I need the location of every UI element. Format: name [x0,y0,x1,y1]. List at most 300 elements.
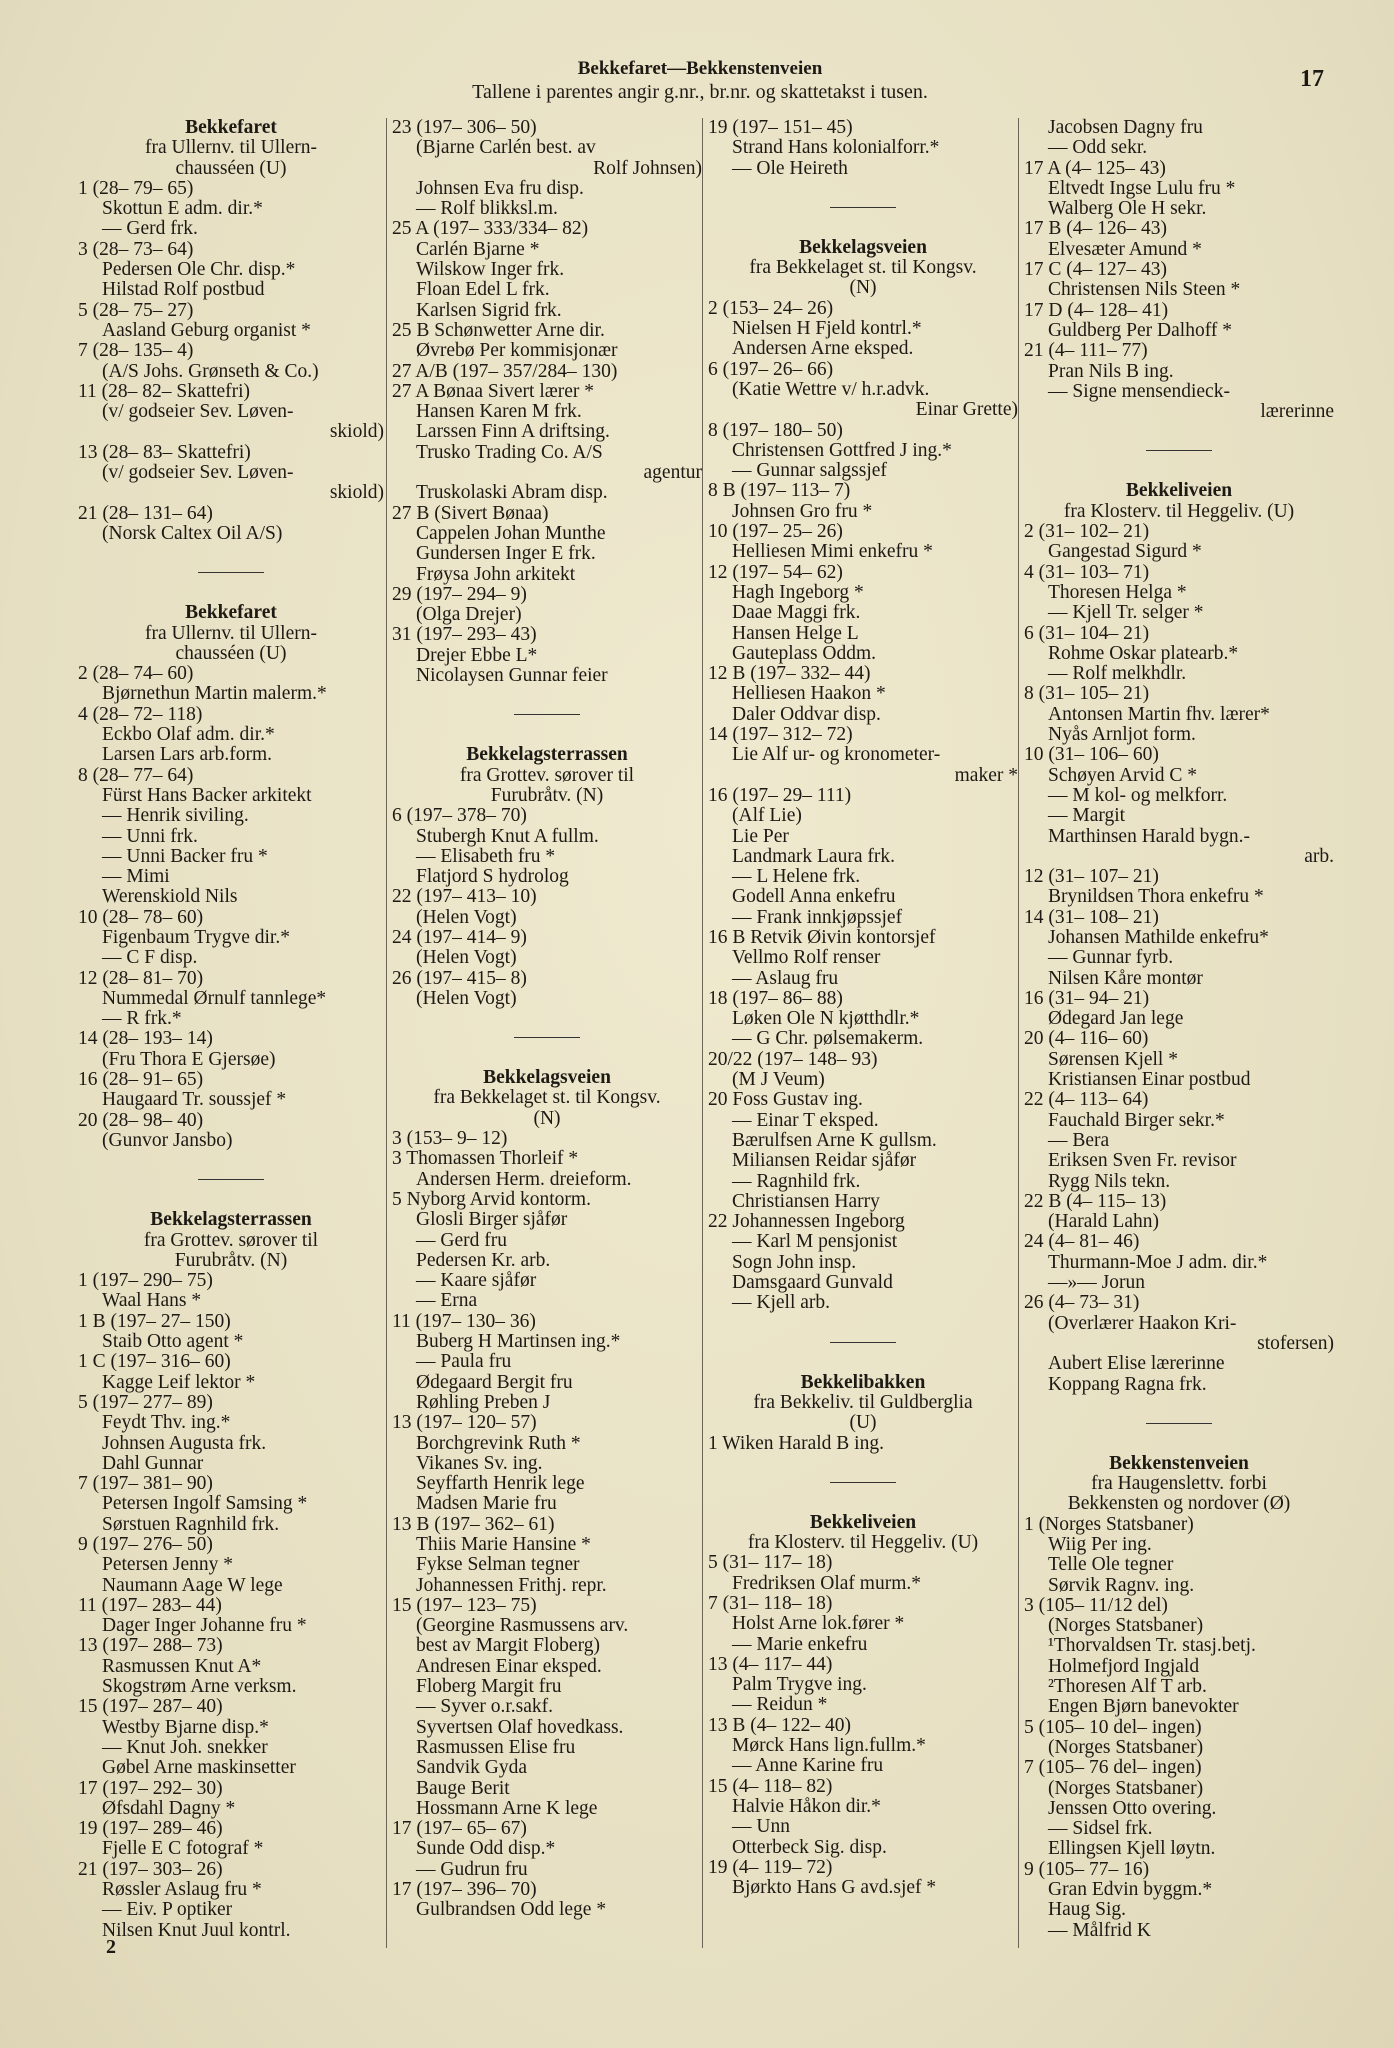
address-line: 24 (197– 414– 9) [392,926,527,948]
resident-line: Seyffarth Henrik lege [416,1473,585,1495]
column-1 [78,118,384,1941]
address-line: 6 (197– 378– 70) [392,805,527,827]
resident-line: Vellmo Rolf renser [732,947,881,969]
resident-line: Røhling Preben J [416,1391,551,1413]
street-heading: Bekkefaret [185,117,277,138]
resident-line: Nilsen Kåre montør [1048,967,1203,989]
resident-line: Mørck Hans lign.fullm.* [732,1735,926,1757]
resident-line: Bærulfsen Arne K gullsm. [732,1129,937,1151]
address-line: 7 (28– 135– 4) [78,340,194,362]
continuation-line: stofersen) [1257,1332,1334,1354]
resident-line: Skottun E adm. dir.* [102,198,263,220]
resident-line: Ellingsen Kjell løytn. [1048,1838,1216,1860]
resident-line: Dager Inger Johanne fru * [102,1615,307,1637]
resident-line: Nummedal Ørnulf tannlege* [102,987,327,1009]
address-line: 20/22 (197– 148– 93) [708,1048,878,1070]
street-description: fra Bekkeliv. til Guldberglia [753,1391,973,1413]
resident-line: Fürst Hans Backer arkitekt [102,784,312,806]
street-description: fra Klosterv. til Heggeliv. (U) [747,1532,979,1554]
resident-line: Wilskow Inger frk. [416,259,565,281]
resident-line: — M kol- og melkforr. [1048,784,1228,806]
resident-line: Telle Ole tegner [1048,1554,1174,1576]
address-line: 17 C (4– 127– 43) [1024,259,1167,281]
resident-line: — Rolf blikksl.m. [416,198,558,220]
address-line: 31 (197– 293– 43) [392,624,537,646]
street-heading: Bekkelibakken [800,1371,926,1393]
address-line: 22 Johannessen Ingeborg [708,1211,905,1233]
resident-line: Rygg Nils tekn. [1048,1170,1171,1192]
street-heading: Bekkelagsveien [799,236,927,258]
section-divider [198,572,264,573]
resident-line: Carlén Bjarne * [416,238,540,260]
address-line: 8 (31– 105– 21) [1024,683,1150,705]
resident-line: Johnsen Gro fru * [732,500,873,522]
resident-line: Sunde Odd disp.* [416,1838,556,1860]
resident-line: Lie Per [732,825,789,847]
address-line: 11 (197– 283– 44) [78,1594,222,1616]
resident-line: Gøbel Arne maskinsetter [102,1757,296,1779]
resident-line: (Alf Lie) [732,805,802,827]
resident-line: Hansen Karen M frk. [416,401,582,423]
address-line: 10 (197– 25– 26) [708,521,843,543]
resident-line: Christensen Gottfred J ing.* [732,439,952,461]
address-line: 20 (4– 116– 60) [1024,1028,1149,1050]
column-2 [392,118,702,1921]
resident-line: Stubergh Knut A fullm. [416,825,599,847]
address-line: 2 (153– 24– 26) [708,297,834,319]
address-line: 7 (197– 381– 90) [78,1473,213,1495]
address-line: 21 (197– 303– 26) [78,1858,223,1880]
resident-line: Elvesæter Amund * [1048,238,1202,260]
resident-line: Karlsen Sigrid frk. [416,299,562,321]
resident-line: (v/ godseier Sev. Løven- [102,462,294,484]
resident-line: Petersen Ingolf Samsing * [102,1493,308,1515]
address-line: 13 (197– 288– 73) [78,1635,223,1657]
address-line: 5 (31– 117– 18) [708,1552,833,1574]
resident-line: Bauge Berit [416,1777,510,1799]
resident-line: — Gudrun fru [416,1858,528,1880]
section-divider [1146,450,1212,451]
resident-line: Waal Hans * [102,1290,202,1312]
resident-line: (Katie Wettre v/ h.r.advk. [732,378,930,400]
resident-line: — Aslaug fru [732,967,839,989]
address-line: 22 (197– 413– 10) [392,886,537,908]
resident-line: Godell Anna enkefru [732,886,896,908]
address-line: 26 (4– 73– 31) [1024,1292,1140,1314]
resident-line: Jacobsen Dagny fru [1048,117,1203,138]
resident-line: Johansen Mathilde enkefru* [1048,926,1269,948]
address-line: 21 (4– 111– 77) [1024,340,1148,362]
resident-line: Christiansen Harry [732,1190,880,1212]
resident-line: — Kaare sjåfør [416,1270,537,1292]
continuation-line: skiold) [329,421,384,443]
resident-line: ¹Thorvaldsen Tr. stasj.betj. [1048,1635,1256,1657]
resident-line: Kagge Leif lektor * [102,1371,256,1393]
resident-line: (Norges Statsbaner) [1048,1736,1204,1758]
resident-line: — Reidun * [732,1694,828,1716]
street-description: Bekkensten og nordover (Ø) [1067,1493,1291,1515]
resident-line: Hansen Helge L [732,622,859,644]
address-line: 27 A/B (197– 357/284– 130) [392,360,618,382]
resident-line: Gauteplass Oddm. [732,642,877,664]
address-line: 27 B (Sivert Bønaa) [392,502,549,524]
resident-line: Øvrebø Per kommisjonær [416,340,618,362]
resident-line: Andresen Einar eksped. [416,1655,602,1677]
resident-line: Drejer Ebbe L* [416,644,538,666]
resident-line: Eckbo Olaf adm. dir.* [102,724,275,746]
continuation-line: maker * [954,764,1018,786]
address-line: 17 (197– 65– 67) [392,1818,527,1840]
resident-line: Helliesen Mimi enkefru * [732,541,933,563]
resident-line: Floberg Margit fru [416,1676,562,1698]
street-description: fra Ullernv. til Ullern- [144,137,317,159]
resident-line: Johannessen Frithj. repr. [416,1574,607,1596]
street-description: fra Ullernv. til Ullern- [144,622,317,644]
resident-line: — Ragnhild frk. [732,1170,861,1192]
resident-line: Ødegard Jan lege [1048,1008,1184,1030]
resident-line: best av Margit Floberg) [416,1635,600,1657]
street-description: Furubråtv. (N) [174,1249,288,1271]
address-line: 17 D (4– 128– 41) [1024,299,1169,321]
resident-line: Thoresen Helga * [1048,581,1187,603]
page-header [380,58,1020,104]
address-line: 27 A Bønaa Sivert lærer * [392,380,595,402]
address-line: 11 (28– 82– Skattefri) [78,380,251,402]
address-line: 19 (4– 119– 72) [708,1856,833,1878]
address-line: 3 Thomassen Thorleif * [392,1148,579,1170]
resident-line: Lie Alf ur- og kronometer- [732,744,941,766]
resident-line: Andersen Arne eksped. [732,338,914,360]
address-line: 23 (197– 306– 50) [392,117,537,138]
resident-line: Schøyen Arvid C * [1048,764,1197,786]
resident-line: — Målfrid K [1048,1919,1151,1941]
address-line: 4 (31– 103– 71) [1024,561,1150,583]
resident-line: — Anne Karine fru [732,1755,884,1777]
resident-line: — Sidsel frk. [1048,1818,1153,1840]
street-heading: Bekkelagsterrassen [150,1209,312,1231]
resident-line: Rohme Oskar platearb.* [1048,642,1239,664]
resident-line: (Bjarne Carlén best. av [416,137,596,159]
resident-line: Thurmann-Moe J adm. dir.* [1048,1251,1268,1273]
address-line: 1 (197– 290– 75) [78,1270,213,1292]
resident-line: Werenskiold Nils [102,886,238,908]
address-line: 20 Foss Gustav ing. [708,1089,863,1111]
resident-line: — Paula fru [416,1351,512,1373]
section-divider [830,207,896,208]
resident-line: Pedersen Ole Chr. disp.* [102,259,296,281]
resident-line: Landmark Laura frk. [732,845,895,867]
resident-line: Eltvedt Ingse Lulu fru * [1048,177,1236,199]
address-line: 15 (4– 118– 82) [708,1775,833,1797]
address-line: 3 (28– 73– 64) [78,238,194,260]
address-line: 25 B Schønwetter Arne dir. [392,319,605,341]
resident-line: — Erna [416,1290,478,1312]
section-divider [198,1179,264,1180]
resident-line: (Helen Vogt) [416,947,517,969]
resident-line: — Unn [732,1816,790,1838]
resident-line: Feydt Thv. ing.* [102,1412,231,1434]
resident-line: Sandvik Gyda [416,1757,528,1779]
resident-line: Thiis Marie Hansine * [416,1534,591,1555]
page-number: 17 [1300,66,1324,92]
address-line: 1 (Norges Statsbaner) [1024,1513,1194,1535]
resident-line: Engen Bjørn banevokter [1048,1696,1239,1718]
address-line: 12 (31– 107– 21) [1024,866,1159,888]
resident-line: Syvertsen Olaf hovedkass. [416,1716,624,1738]
resident-line: Larssen Finn A driftsing. [416,421,610,443]
address-line: 17 A (4– 125– 43) [1024,157,1166,179]
address-line: 16 B Retvik Øivin kontorsjef [708,926,936,948]
continuation-line: arb. [1304,845,1334,867]
resident-line: Koppang Ragna frk. [1048,1373,1207,1395]
address-line: 16 (197– 29– 111) [708,784,852,806]
resident-line: Trusko Trading Co. A/S [416,441,603,463]
resident-line: —»— Jorun [1048,1272,1145,1294]
resident-line: Westby Bjarne disp.* [102,1716,269,1738]
continuation-line: Einar Grette) [915,399,1018,421]
resident-line: Petersen Jenny * [102,1554,234,1576]
resident-line: (Norsk Caltex Oil A/S) [102,522,283,544]
resident-line: Løken Ole N kjøtthdlr.* [732,1008,920,1030]
resident-line: — Ole Heireth [732,157,848,179]
resident-line: Johnsen Augusta frk. [102,1432,267,1454]
street-heading: Bekkenstenveien [1109,1452,1249,1474]
resident-line: Fjelle E C fotograf * [102,1838,264,1860]
address-line: 25 A (197– 333/334– 82) [392,218,589,240]
resident-line: Eriksen Sven Fr. revisor [1048,1150,1237,1172]
continuation-line: agentur [643,462,702,484]
address-line: 12 B (197– 332– 44) [708,663,871,685]
address-line: 5 (28– 75– 27) [78,299,194,321]
column-4 [1024,118,1334,1941]
street-heading: Bekkeliveien [809,1511,917,1533]
resident-line: Sørvik Ragnv. ing. [1048,1574,1195,1596]
resident-line: Sogn John insp. [732,1251,857,1273]
resident-line: Haugaard Tr. soussjef * [102,1089,287,1111]
resident-line: Aubert Elise lærerinne [1048,1353,1225,1375]
column-divider [1018,118,1019,1948]
resident-line: Fredriksen Olaf murm.* [732,1572,922,1594]
resident-line: Haug Sig. [1048,1899,1126,1921]
resident-line: Palm Trygve ing. [732,1674,867,1696]
footer-mark: 2 [106,1936,116,1958]
resident-line: Dahl Gunnar [102,1452,204,1474]
resident-line: Cappelen Johan Munthe [416,522,606,544]
address-line: 29 (197– 294– 9) [392,583,527,605]
resident-line: — Gunnar fyrb. [1048,947,1174,969]
resident-line: — Knut Joh. snekker [102,1736,268,1758]
street-description: Furubråtv. (N) [490,784,604,806]
resident-line: — Signe mensendieck- [1048,380,1230,402]
resident-line: Buberg H Martinsen ing.* [416,1331,621,1353]
resident-line: Røssler Aslaug fru * [102,1879,262,1901]
resident-line: Sørstuen Ragnhild frk. [102,1513,280,1535]
address-line: 13 (28– 83– Skattefri) [78,441,251,463]
resident-line: Walberg Ole H sekr. [1048,198,1207,220]
page-subtitle: Tallene i parentes angir g.nr., br.nr. og skattetakst i tusen. [472,81,928,103]
resident-line: (Norges Statsbaner) [1048,1777,1204,1799]
column-divider [386,118,387,1948]
address-line: 14 (31– 108– 21) [1024,906,1159,928]
address-line: 13 B (4– 122– 40) [708,1714,851,1736]
address-line: 1 C (197– 316– 60) [78,1351,231,1373]
address-line: 5 (197– 277– 89) [78,1391,213,1413]
resident-line: (Gunvor Jansbo) [102,1129,233,1151]
resident-line: Frøysa John arkitekt [416,563,576,585]
resident-line: — Unni Backer fru * [102,845,268,867]
resident-line: Rasmussen Elise fru [416,1736,576,1758]
resident-line: Bjørkto Hans G avd.sjef * [732,1877,937,1899]
resident-line: (A/S Johs. Grønseth & Co.) [102,360,319,382]
resident-line: — L Helene frk. [732,866,861,888]
address-line: 1 (28– 79– 65) [78,177,194,199]
address-line: 16 (31– 94– 21) [1024,987,1150,1009]
address-line: 10 (31– 106– 60) [1024,744,1159,766]
resident-line: Bjørnethun Martin malerm.* [102,683,327,705]
resident-line: Daae Maggi frk. [732,602,861,624]
street-description: fra Klosterv. til Heggeliv. (U) [1063,500,1295,522]
resident-line: Borchgrevink Ruth * [416,1432,581,1454]
resident-line: Larsen Lars arb.form. [102,744,273,766]
resident-line: Nilsen Knut Juul kontrl. [102,1919,291,1941]
resident-line: — Gunnar salgssjef [732,460,887,482]
section-divider [830,1482,896,1483]
address-line: 24 (4– 81– 46) [1024,1231,1140,1253]
column-divider [702,118,703,1948]
address-line: 12 (28– 81– 70) [78,967,204,989]
resident-line: (Olga Drejer) [416,604,522,626]
resident-line: Skogstrøm Arne verksm. [102,1676,297,1698]
resident-line: — Gerd fru [416,1229,507,1251]
resident-line: Gran Edvin byggm.* [1048,1879,1213,1901]
address-line: 3 (105– 11/12 del) [1024,1594,1168,1616]
resident-line: Floan Edel L frk. [416,279,550,301]
resident-line: (Helen Vogt) [416,906,517,928]
address-line: 8 (197– 180– 50) [708,419,843,441]
resident-line: — G Chr. pølsemakerm. [732,1028,924,1050]
resident-line: — Gerd frk. [102,218,198,240]
address-line: 12 (197– 54– 62) [708,561,843,583]
address-line: 4 (28– 72– 118) [78,703,203,725]
address-line: 7 (105– 76 del– ingen) [1024,1757,1202,1779]
address-line: 17 (197– 396– 70) [392,1879,537,1901]
street-description: chausséen (U) [175,157,287,179]
continuation-line: lærerinne [1260,401,1334,423]
resident-line: Hagh Ingeborg * [732,581,864,603]
street-description: fra Bekkelaget st. til Kongsv. [749,257,977,279]
address-line: 1 B (197– 27– 150) [78,1310,231,1332]
resident-line: Glosli Birger sjåfør [416,1209,568,1231]
address-line: 5 Nyborg Arvid kontorm. [392,1188,591,1210]
resident-line: (Overlærer Haakon Kri- [1048,1312,1237,1334]
street-description: chausséen (U) [175,642,287,664]
resident-line: Helliesen Haakon * [732,683,886,705]
address-line: 17 B (4– 126– 43) [1024,218,1167,240]
resident-line: Nicolaysen Gunnar feier [416,665,608,687]
resident-line: — C F disp. [102,947,198,969]
resident-line: — Bera [1048,1129,1110,1151]
resident-line: — Marie enkefru [732,1633,868,1655]
resident-line: — Rolf melkhdlr. [1048,663,1187,685]
resident-line: Kristiansen Einar postbud [1048,1069,1251,1091]
resident-line: Madsen Marie fru [416,1493,557,1515]
street-description: (N) [849,277,877,299]
resident-line: Figenbaum Trygve dir.* [102,926,290,948]
address-line: 16 (28– 91– 65) [78,1069,204,1091]
resident-line: Jenssen Otto overing. [1048,1797,1217,1819]
column-3 [708,118,1018,1898]
resident-line: Strand Hans kolonialforr.* [732,137,940,159]
resident-line: Sørensen Kjell * [1048,1048,1178,1070]
resident-line: Pedersen Kr. arb. [416,1249,551,1271]
resident-line: Andersen Herm. dreieform. [416,1168,632,1190]
address-line: 2 (31– 102– 21) [1024,521,1150,543]
resident-line: (v/ godseier Sev. Løven- [102,401,294,423]
resident-line: — Eiv. P optiker [102,1899,233,1921]
resident-line: (Fru Thora E Gjersøe) [102,1048,276,1070]
resident-line: — Henrik siviling. [102,805,249,827]
resident-line: Gundersen Inger E frk. [416,543,596,565]
resident-line: Brynildsen Thora enkefru * [1048,886,1264,908]
address-line: 13 B (197– 362– 61) [392,1513,555,1535]
resident-line: Guldberg Per Dalhoff * [1048,319,1232,341]
resident-line: Rasmussen Knut A* [102,1655,262,1677]
address-line: 11 (197– 130– 36) [392,1310,536,1332]
address-line: 15 (197– 287– 40) [78,1696,223,1718]
address-line: 5 (105– 10 del– ingen) [1024,1716,1202,1738]
resident-line: Pran Nils B ing. [1048,360,1174,382]
resident-line: Fykse Selman tegner [416,1554,580,1576]
section-divider [514,714,580,715]
resident-line: (Georgine Rasmussens arv. [416,1615,629,1637]
resident-line: Holmefjord Ingjald [1048,1655,1200,1677]
address-line: 18 (197– 86– 88) [708,987,843,1009]
resident-line: — Kjell arb. [732,1292,831,1314]
continuation-line: Rolf Johnsen) [593,157,702,179]
address-line: 8 (28– 77– 64) [78,764,194,786]
resident-line: Halvie Håkon dir.* [732,1795,881,1817]
resident-line: — Unni frk. [102,825,198,847]
resident-line: — Elisabeth fru * [416,845,556,867]
address-line: 7 (31– 118– 18) [708,1593,833,1614]
address-line: 10 (28– 78– 60) [78,906,204,928]
resident-line: Ødegaard Bergit fru [416,1371,573,1393]
resident-line: Nyås Arnljot form. [1048,724,1196,746]
street-description: (U) [849,1412,877,1434]
resident-line: — Einar T eksped. [732,1109,879,1131]
resident-line: Damsgaard Gunvald [732,1272,893,1294]
resident-line: Miliansen Reidar sjåfør [732,1150,917,1172]
address-line: 22 (4– 113– 64) [1024,1089,1149,1111]
resident-line: Otterbeck Sig. disp. [732,1836,887,1858]
resident-line: Naumann Aage W lege [102,1574,283,1596]
street-heading: Bekkelagsterrassen [466,744,628,766]
resident-line: Staib Otto agent * [102,1331,244,1353]
address-line: 22 B (4– 115– 13) [1024,1190,1167,1212]
resident-line: — Odd sekr. [1048,137,1148,159]
address-line: 15 (197– 123– 75) [392,1594,537,1616]
address-line: 20 (28– 98– 40) [78,1109,204,1131]
address-line: 14 (28– 193– 14) [78,1028,213,1050]
resident-line: Gangestad Sigurd * [1048,541,1202,563]
section-divider [830,1342,896,1343]
resident-line: — R frk.* [102,1008,182,1030]
resident-line: Fauchald Birger sekr.* [1048,1109,1225,1131]
resident-line: (Norges Statsbaner) [1048,1615,1204,1637]
street-description: fra Bekkelaget st. til Kongsv. [433,1087,661,1109]
address-line: 6 (197– 26– 66) [708,358,834,380]
resident-line: Hilstad Rolf postbud [102,279,265,301]
